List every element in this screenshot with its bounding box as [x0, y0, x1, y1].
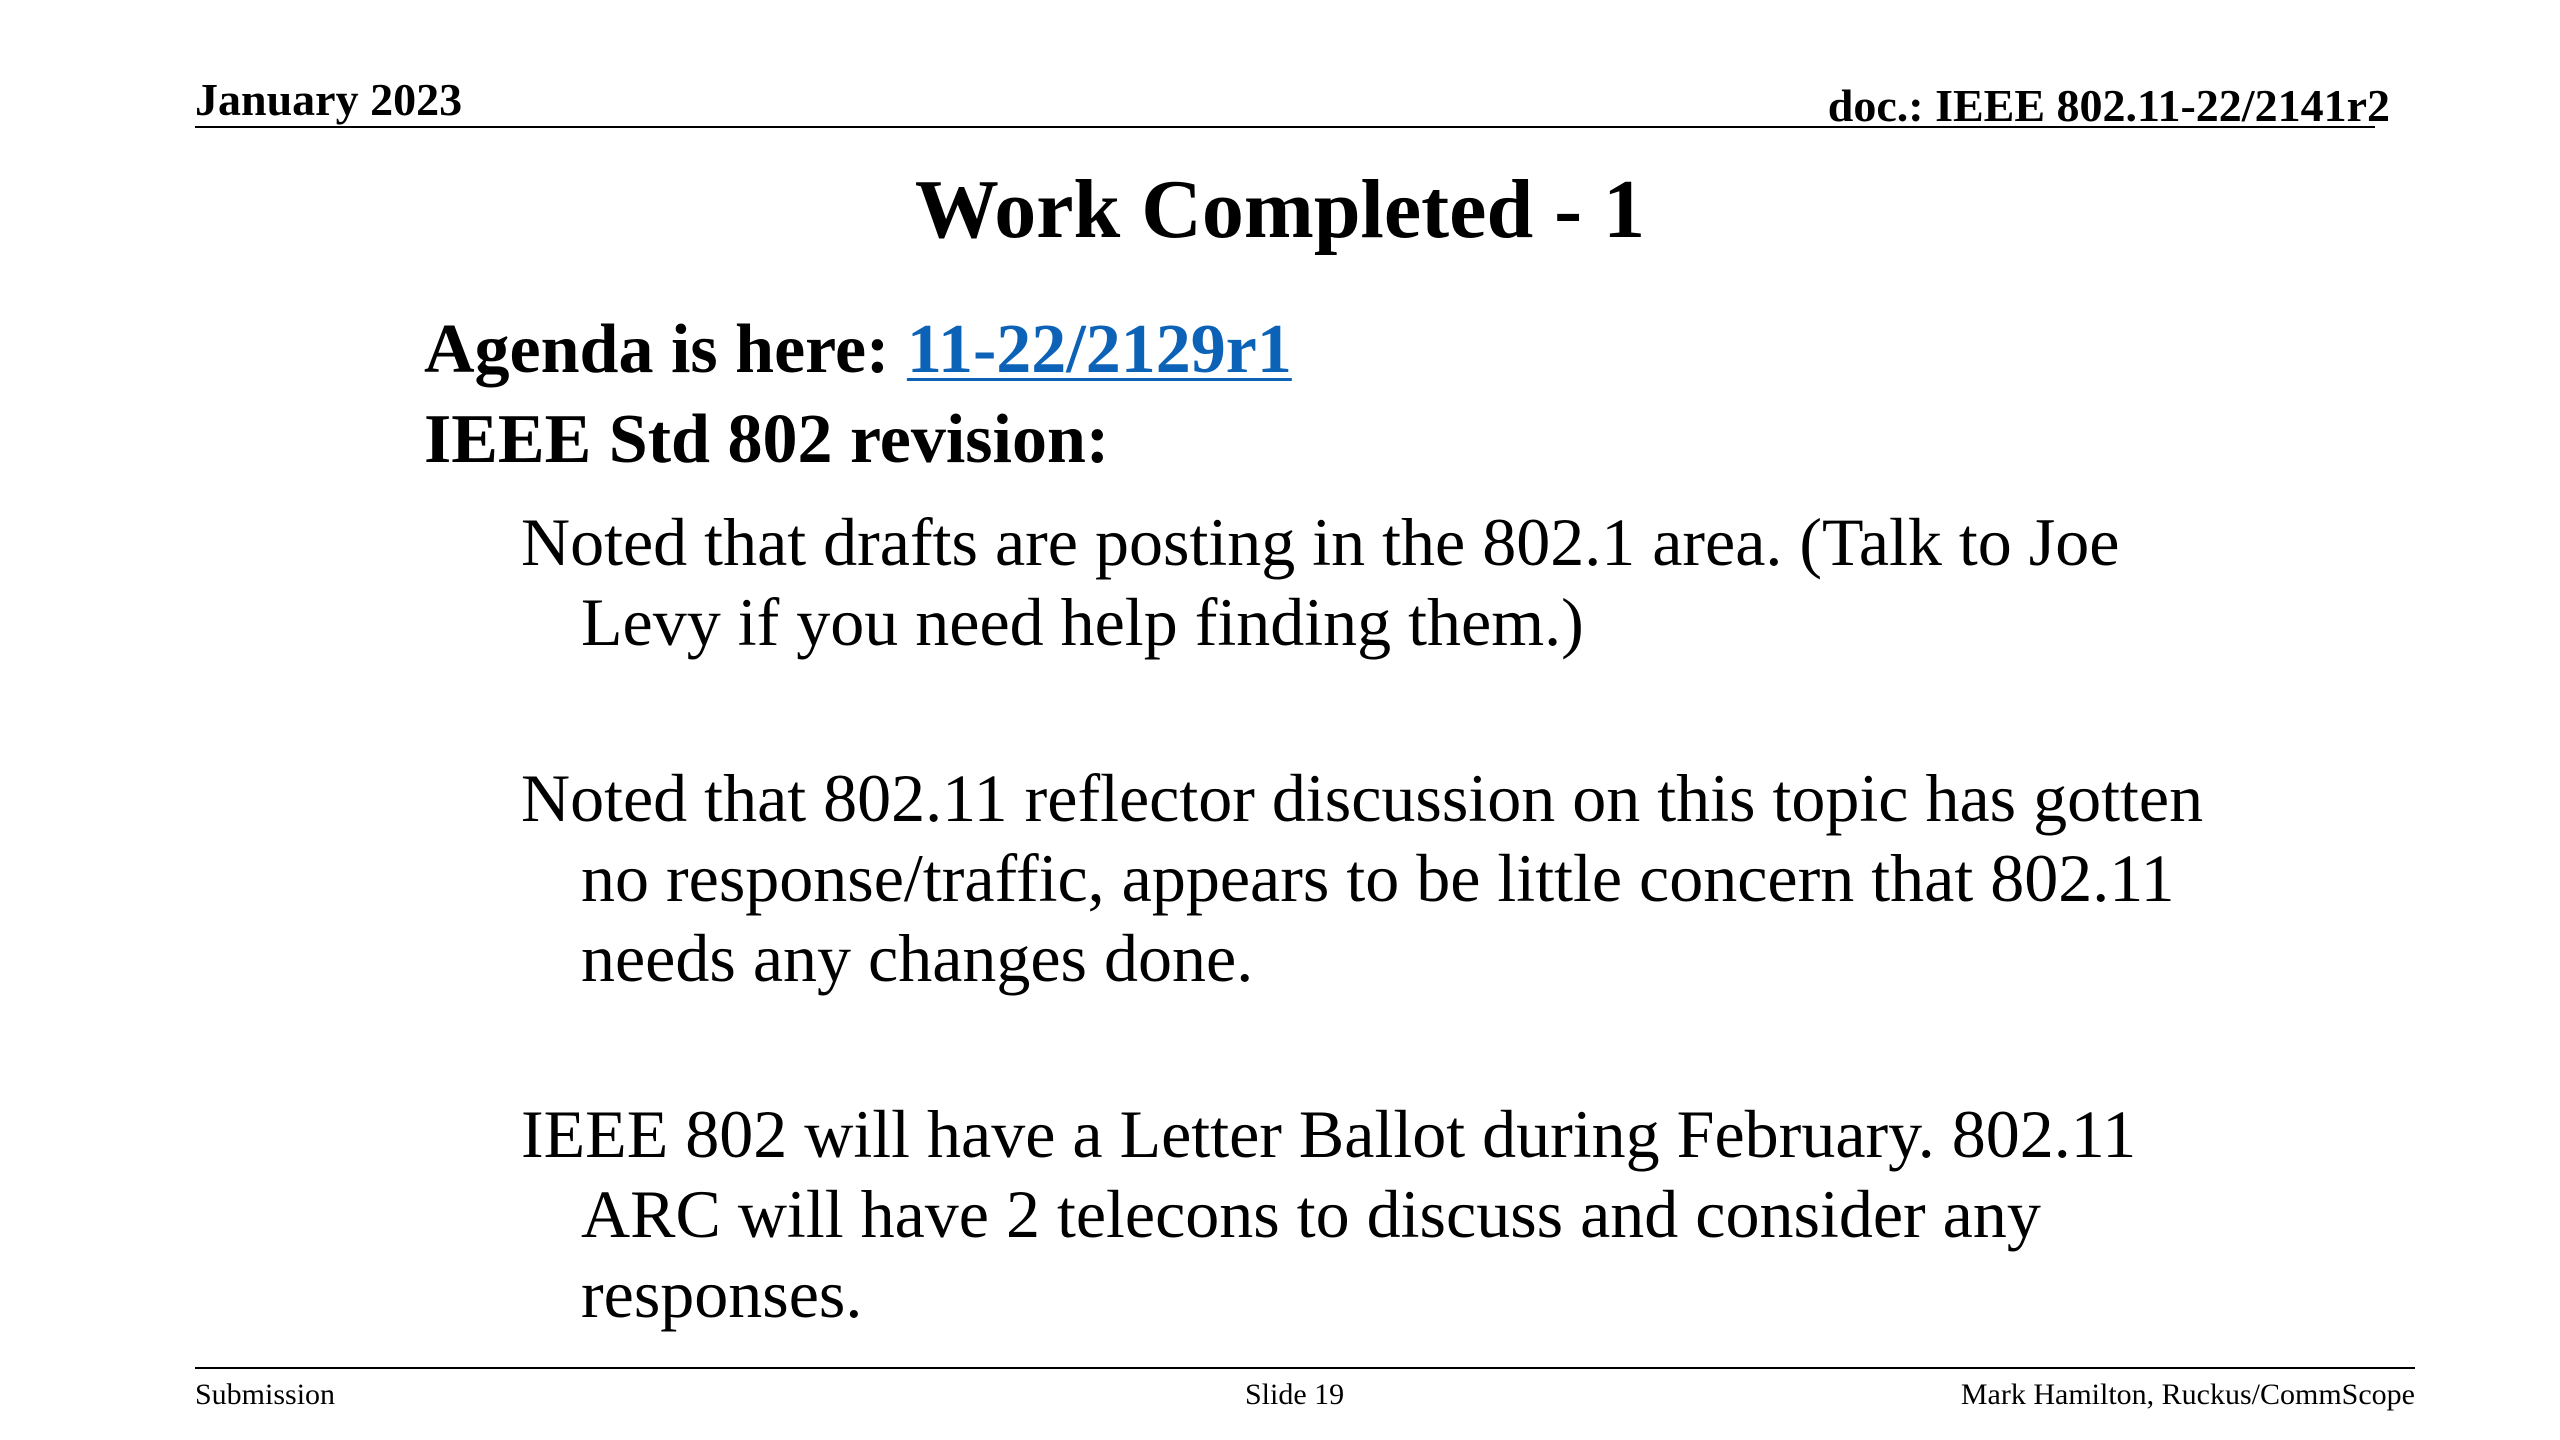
agenda-link[interactable]: 11-22/2129r1 — [906, 311, 1292, 388]
bullet-paragraph-reflector: Noted that 802.11 reflector discussion on this topic has gotten no response/traffic, appears to be little concern that 802.11 needs any changes done. — [521, 760, 2204, 996]
bullet-paragraph-drafts: Noted that drafts are posting in the 802.1 area. (Talk to Joe Levy if you need help finding them.) — [521, 504, 2120, 660]
header-doc-id: doc.: IEEE 802.11-22/2141r2 — [1827, 80, 2390, 131]
spacer — [424, 998, 2224, 1094]
agenda-label: Agenda is here: — [424, 311, 907, 388]
footer-slide-number: Slide 19 — [1245, 1378, 1345, 1411]
header-divider — [195, 126, 2375, 128]
slide-title: Work Completed - 1 — [914, 163, 1646, 256]
section-heading: IEEE Std 802 revision: — [424, 401, 1110, 478]
agenda-line — [424, 305, 2224, 395]
spacer — [424, 485, 2224, 502]
footer-submission: Submission — [195, 1378, 336, 1411]
slide-body — [424, 305, 2224, 1334]
bullet-paragraph-letter-ballot: IEEE 802 will have a Letter Ballot during February. 802.11 ARC will have 2 telecons to discuss and consider any responses. — [521, 1096, 2137, 1332]
header-date: January 2023 — [195, 74, 463, 125]
footer-author: Mark Hamilton, Ruckus/CommScope — [1960, 1378, 2415, 1411]
footer-divider — [195, 1367, 2415, 1369]
spacer — [424, 662, 2224, 758]
